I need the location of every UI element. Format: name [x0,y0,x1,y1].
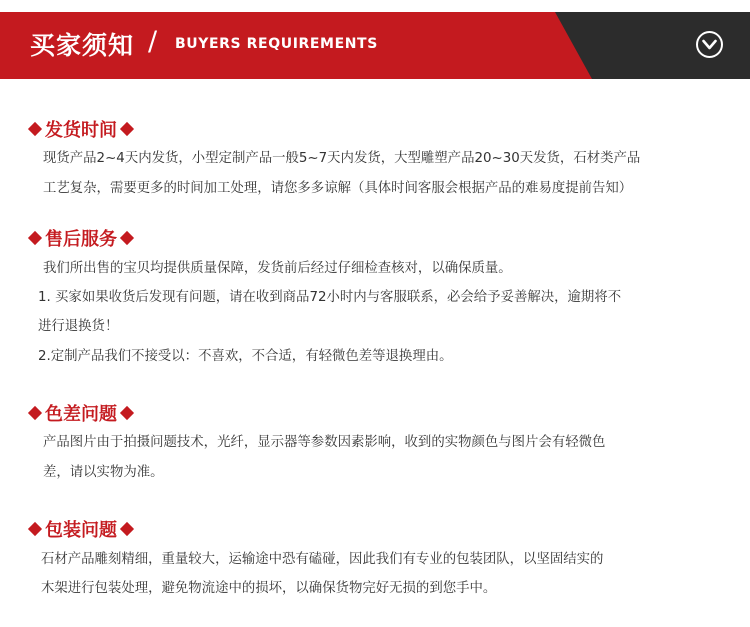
section-text-line: 木架进行包装处理，避免物流途中的损坏，以确保货物完好无损的到您手中。 [41,581,497,596]
section-text-line: 2.定制产品我们不接受以：不喜欢，不合适，有轻微色差等退换理由。 [38,349,453,364]
diamond-icon [28,406,42,420]
section-text-line: 1. 买家如果收货后发现有问题，请在收到商品72小时内与客服联系，必会给予妥善解决，逾期将不 [38,290,622,305]
page-subtitle: BUYERS REQUIREMENTS [175,36,378,52]
section-title: 色差问题 [45,404,117,425]
diamond-icon [120,122,134,136]
section-text-line: 石材产品雕刻精细，重量较大，运输途中恐有磕碰，因此我们有专业的包装团队，以坚固结实的 [41,552,604,567]
section-text-line: 进行退换货！ [38,319,119,334]
section-text-line: 我们所出售的宝贝均提供质量保障，发货前后经过仔细检查核对，以确保质量。 [43,261,512,276]
diamond-icon [120,406,134,420]
page-title: 买家须知 [30,31,135,60]
section-heading [27,117,135,141]
title-separator: / [148,26,158,57]
header-banner [0,12,750,79]
diamond-icon [28,231,42,245]
diamond-icon [28,122,42,136]
section-text-line: 现货产品2~4天内发货，小型定制产品一般5~7天内发货，大型雕塑产品20~30天发货，石材类产品 [43,151,641,166]
section-heading [27,401,135,425]
section-text-line: 产品图片由于拍摄问题技术，光纤，显示器等参数因素影响，收到的实物颜色与图片会有轻微色 [43,435,606,450]
section-heading [27,517,135,541]
section-title: 发货时间 [45,120,117,141]
diamond-icon [120,231,134,245]
chevron-down-circle-button[interactable] [696,31,723,58]
section-title: 售后服务 [45,229,117,250]
section-title: 包装问题 [45,520,117,541]
section-text-line: 工艺复杂，需要更多的时间加工处理，请您多多谅解（具体时间客服会根据产品的难易度提前告知） [43,181,633,196]
section-heading [27,226,135,250]
chevron-down-icon [702,38,717,52]
section-text-line: 差，请以实物为准。 [43,465,164,480]
diamond-icon [28,522,42,536]
diamond-icon [120,522,134,536]
